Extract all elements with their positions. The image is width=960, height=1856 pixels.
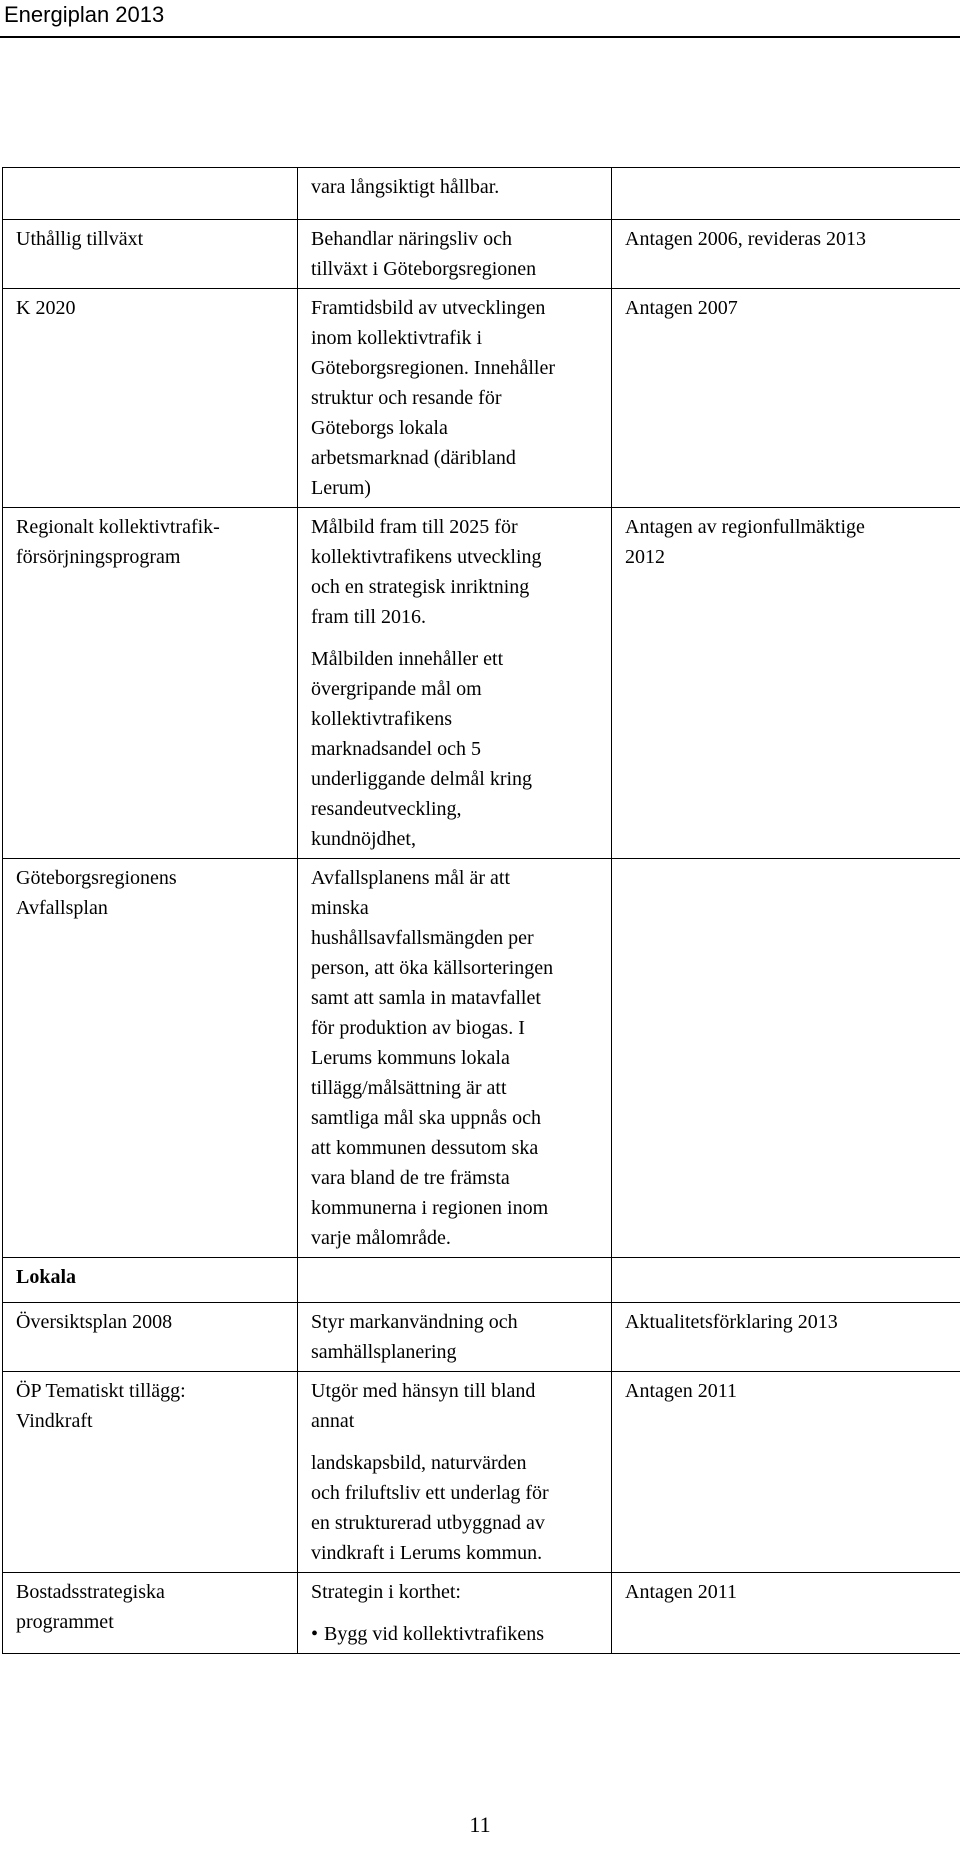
cell-document-name (3, 1258, 298, 1303)
cell-description (298, 1372, 612, 1573)
description-paragraph: Målbild fram till 2025 för kollektivtrafikens utveckling och en strategisk inriktning fram till 2016. (311, 516, 542, 628)
description-paragraph: Framtidsbild av utvecklingen inom kollektivtrafik i Göteborgsregionen. Innehåller struktur och resande för Göteborgs lokala arbetsmarknad (däribland Lerum) (311, 297, 555, 499)
plan-table (2, 167, 960, 1654)
status-text: Antagen 2007 (625, 297, 738, 319)
status-text: Aktualitetsförklaring 2013 (625, 1311, 838, 1333)
cell-description (298, 859, 612, 1258)
cell-status (612, 859, 960, 1258)
cell-status (612, 1303, 960, 1372)
cell-status (612, 1258, 960, 1303)
cell-document-name (3, 508, 298, 859)
cell-document-name (3, 220, 298, 289)
paragraph-gap (311, 1607, 601, 1619)
document-title: Energiplan 2013 (4, 2, 165, 27)
table-row (3, 859, 960, 1258)
cell-description (298, 1258, 612, 1303)
header-rule (0, 36, 960, 38)
cell-description (298, 1303, 612, 1372)
document-name: Regionalt kollektivtrafik- försörjningsprogram (16, 516, 220, 568)
document-name: K 2020 (16, 297, 76, 319)
description-paragraph: Strategin i korthet: (311, 1581, 461, 1603)
document-name: Göteborgsregionens Avfallsplan (16, 867, 177, 919)
description-paragraph: Målbilden innehåller ett övergripande mål om kollektivtrafikens marknadsandel och 5 underliggande delmål kring resandeutveckling, kundnöjdhet, (311, 648, 533, 850)
table-row (3, 168, 960, 220)
description-paragraph: Styr markanvändning och samhällsplanering (311, 1311, 518, 1363)
table-row (3, 289, 960, 508)
cell-status (612, 168, 960, 220)
cell-description (298, 168, 612, 220)
cell-description (298, 1573, 612, 1654)
paragraph-gap (311, 632, 601, 644)
cell-document-name (3, 859, 298, 1258)
page-header (0, 0, 960, 39)
description-paragraph: Avfallsplanens mål är att minska hushållsavfallsmängden per person, att öka källsorteringen samt att samla in matavfallet för produktion av biogas. I Lerums kommuns lokala tillägg/målsättning är att samtliga mål ska uppnås och att kommunen dessutom ska vara bland de tre främsta kommunerna i regionen inom varje målområde. (311, 867, 554, 1249)
table-row (3, 1372, 960, 1573)
table-row (3, 1303, 960, 1372)
paragraph-gap (311, 1436, 601, 1448)
cell-description (298, 508, 612, 859)
cell-document-name (3, 1303, 298, 1372)
table-row (3, 220, 960, 289)
cell-description (298, 289, 612, 508)
document-name: Översiktsplan 2008 (16, 1311, 173, 1333)
cell-document-name (3, 1573, 298, 1654)
cell-status (612, 289, 960, 508)
document-name: ÖP Tematiskt tillägg: Vindkraft (16, 1380, 186, 1432)
status-text: Antagen 2011 (625, 1581, 738, 1603)
cell-status (612, 1372, 960, 1573)
bullet-item: • Bygg vid kollektivtrafikens (311, 1619, 601, 1649)
description-paragraph: landskapsbild, naturvärden och friluftsliv ett underlag för en strukturerad utbyggnad av vindkraft i Lerums kommun. (311, 1452, 549, 1564)
plan-table-body (3, 168, 960, 1654)
table-row (3, 1258, 960, 1303)
table-row (3, 508, 960, 859)
table-row (3, 1573, 960, 1654)
cell-status (612, 1573, 960, 1654)
cell-document-name (3, 168, 298, 220)
status-text: Antagen 2011 (625, 1380, 738, 1402)
status-text: Antagen av regionfullmäktige 2012 (625, 516, 865, 568)
cell-status (612, 220, 960, 289)
description-paragraph: Behandlar näringsliv och tillväxt i Göteborgsregionen (311, 228, 537, 280)
cell-status (612, 508, 960, 859)
cell-document-name (3, 1372, 298, 1573)
section-heading: Lokala (16, 1266, 77, 1288)
cell-document-name (3, 289, 298, 508)
description-paragraph: Utgör med hänsyn till bland annat (311, 1380, 536, 1432)
document-name: Uthållig tillväxt (16, 228, 144, 250)
description-paragraph: vara långsiktigt hållbar. (311, 176, 500, 198)
status-text: Antagen 2006, revideras 2013 (625, 228, 867, 250)
document-name: Bostadsstrategiska programmet (16, 1581, 165, 1633)
cell-description (298, 220, 612, 289)
page-number: 11 (469, 1812, 491, 1837)
